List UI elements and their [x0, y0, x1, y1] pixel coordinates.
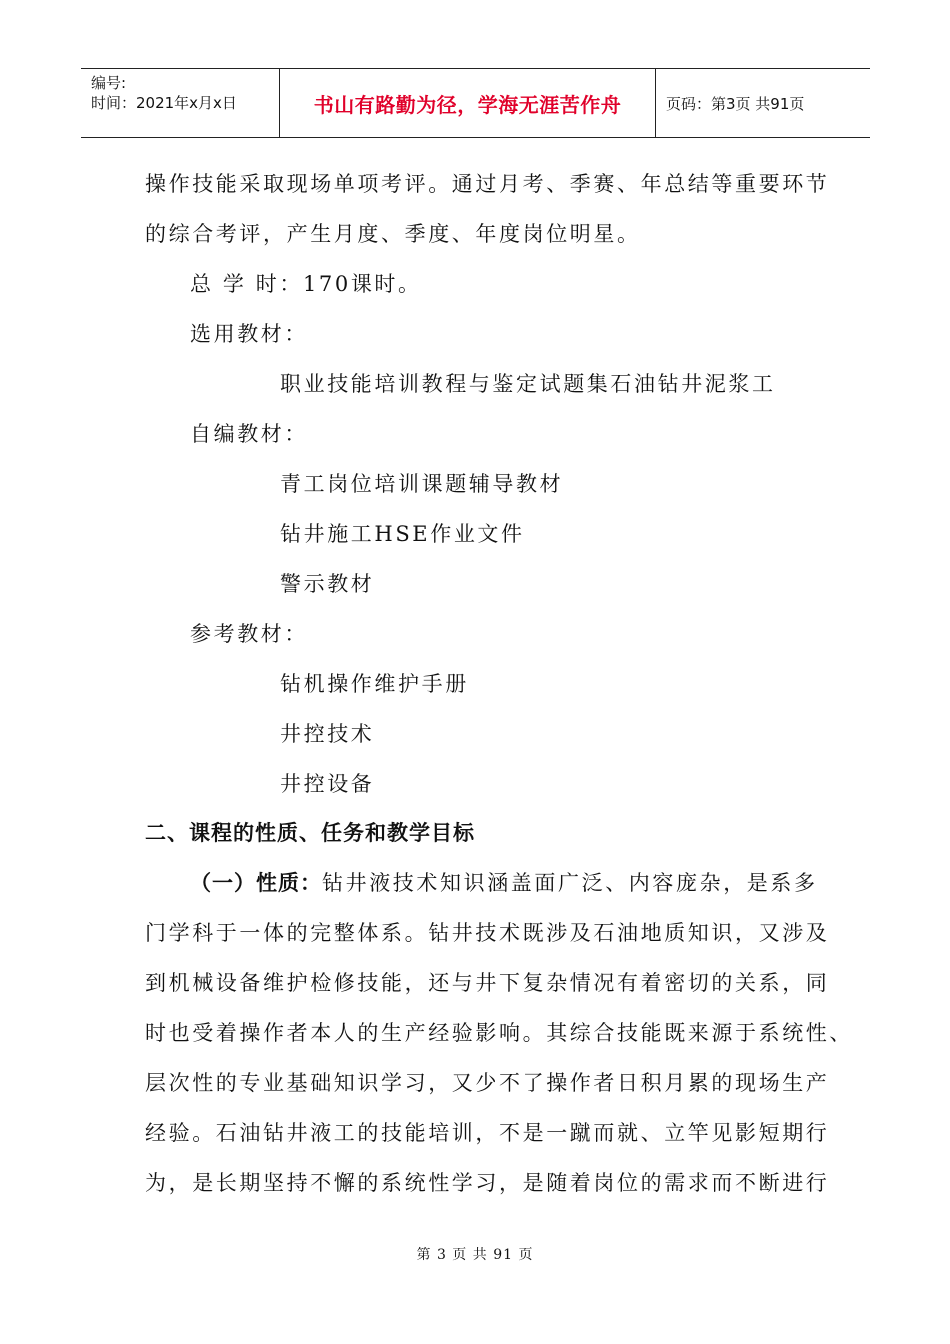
- paragraph-line: 门学科于一体的完整体系。钻井技术既涉及石油地质知识，又涉及: [145, 921, 830, 945]
- document-header: [81, 68, 870, 138]
- total-hours: 总 学 时：170课时。: [190, 272, 422, 296]
- section-heading: 二、课程的性质、任务和教学目标: [145, 821, 475, 845]
- paragraph-line: 时也受着操作者本人的生产经验影响。其综合技能既来源于系统性、: [145, 1021, 853, 1045]
- header-meta: [81, 69, 280, 137]
- selected-textbooks-label: 选用教材：: [190, 322, 308, 346]
- paragraph-line: 层次性的专业基础知识学习，又少不了操作者日积月累的现场生产: [145, 1071, 830, 1095]
- textbook-item: 青工岗位培训课题辅导教材: [280, 472, 564, 496]
- paragraph-line: 到机械设备维护检修技能，还与井下复杂情况有着密切的关系，同: [145, 971, 830, 995]
- sub-heading: （一）性质：: [190, 871, 322, 895]
- page-footer: 第 3 页 共 91 页: [416, 1247, 534, 1263]
- textbook-item: 钻井施工HSE作业文件: [280, 522, 525, 546]
- self-compiled-label: 自编教材：: [190, 422, 308, 446]
- reference-textbooks-label: 参考教材：: [190, 622, 308, 646]
- header-motto: 书山有路勤为径，学海无涯苦作舟: [280, 69, 656, 137]
- textbook-item: 警示教材: [280, 572, 375, 596]
- textbook-item: 钻机操作维护手册: [280, 672, 469, 696]
- paragraph-line: 为，是长期坚持不懈的系统性学习，是随着岗位的需求而不断进行: [145, 1171, 830, 1195]
- body-line: 操作技能采取现场单项考评。通过月考、季赛、年总结等重要环节: [145, 172, 830, 196]
- body-line: 的综合考评，产生月度、季度、年度岗位明星。: [145, 222, 641, 246]
- textbook-item: 井控技术: [280, 722, 375, 746]
- document-date-label: 时间：2021年x月x日: [91, 94, 237, 112]
- textbook-item: 职业技能培训教程与鉴定试题集石油钻井泥浆工: [280, 372, 776, 396]
- paragraph-text: 钻井液技术知识涵盖面广泛、内容庞杂，是系多: [322, 871, 818, 895]
- header-page-info: 页码：第3页 共91页: [666, 94, 805, 113]
- textbook-item: 井控设备: [280, 772, 375, 796]
- document-number-label: 编号:: [91, 74, 127, 92]
- paragraph-line: 经验。石油钻井液工的技能培训，不是一蹴而就、立竿见影短期行: [145, 1121, 830, 1145]
- paragraph-first-line: [190, 869, 818, 897]
